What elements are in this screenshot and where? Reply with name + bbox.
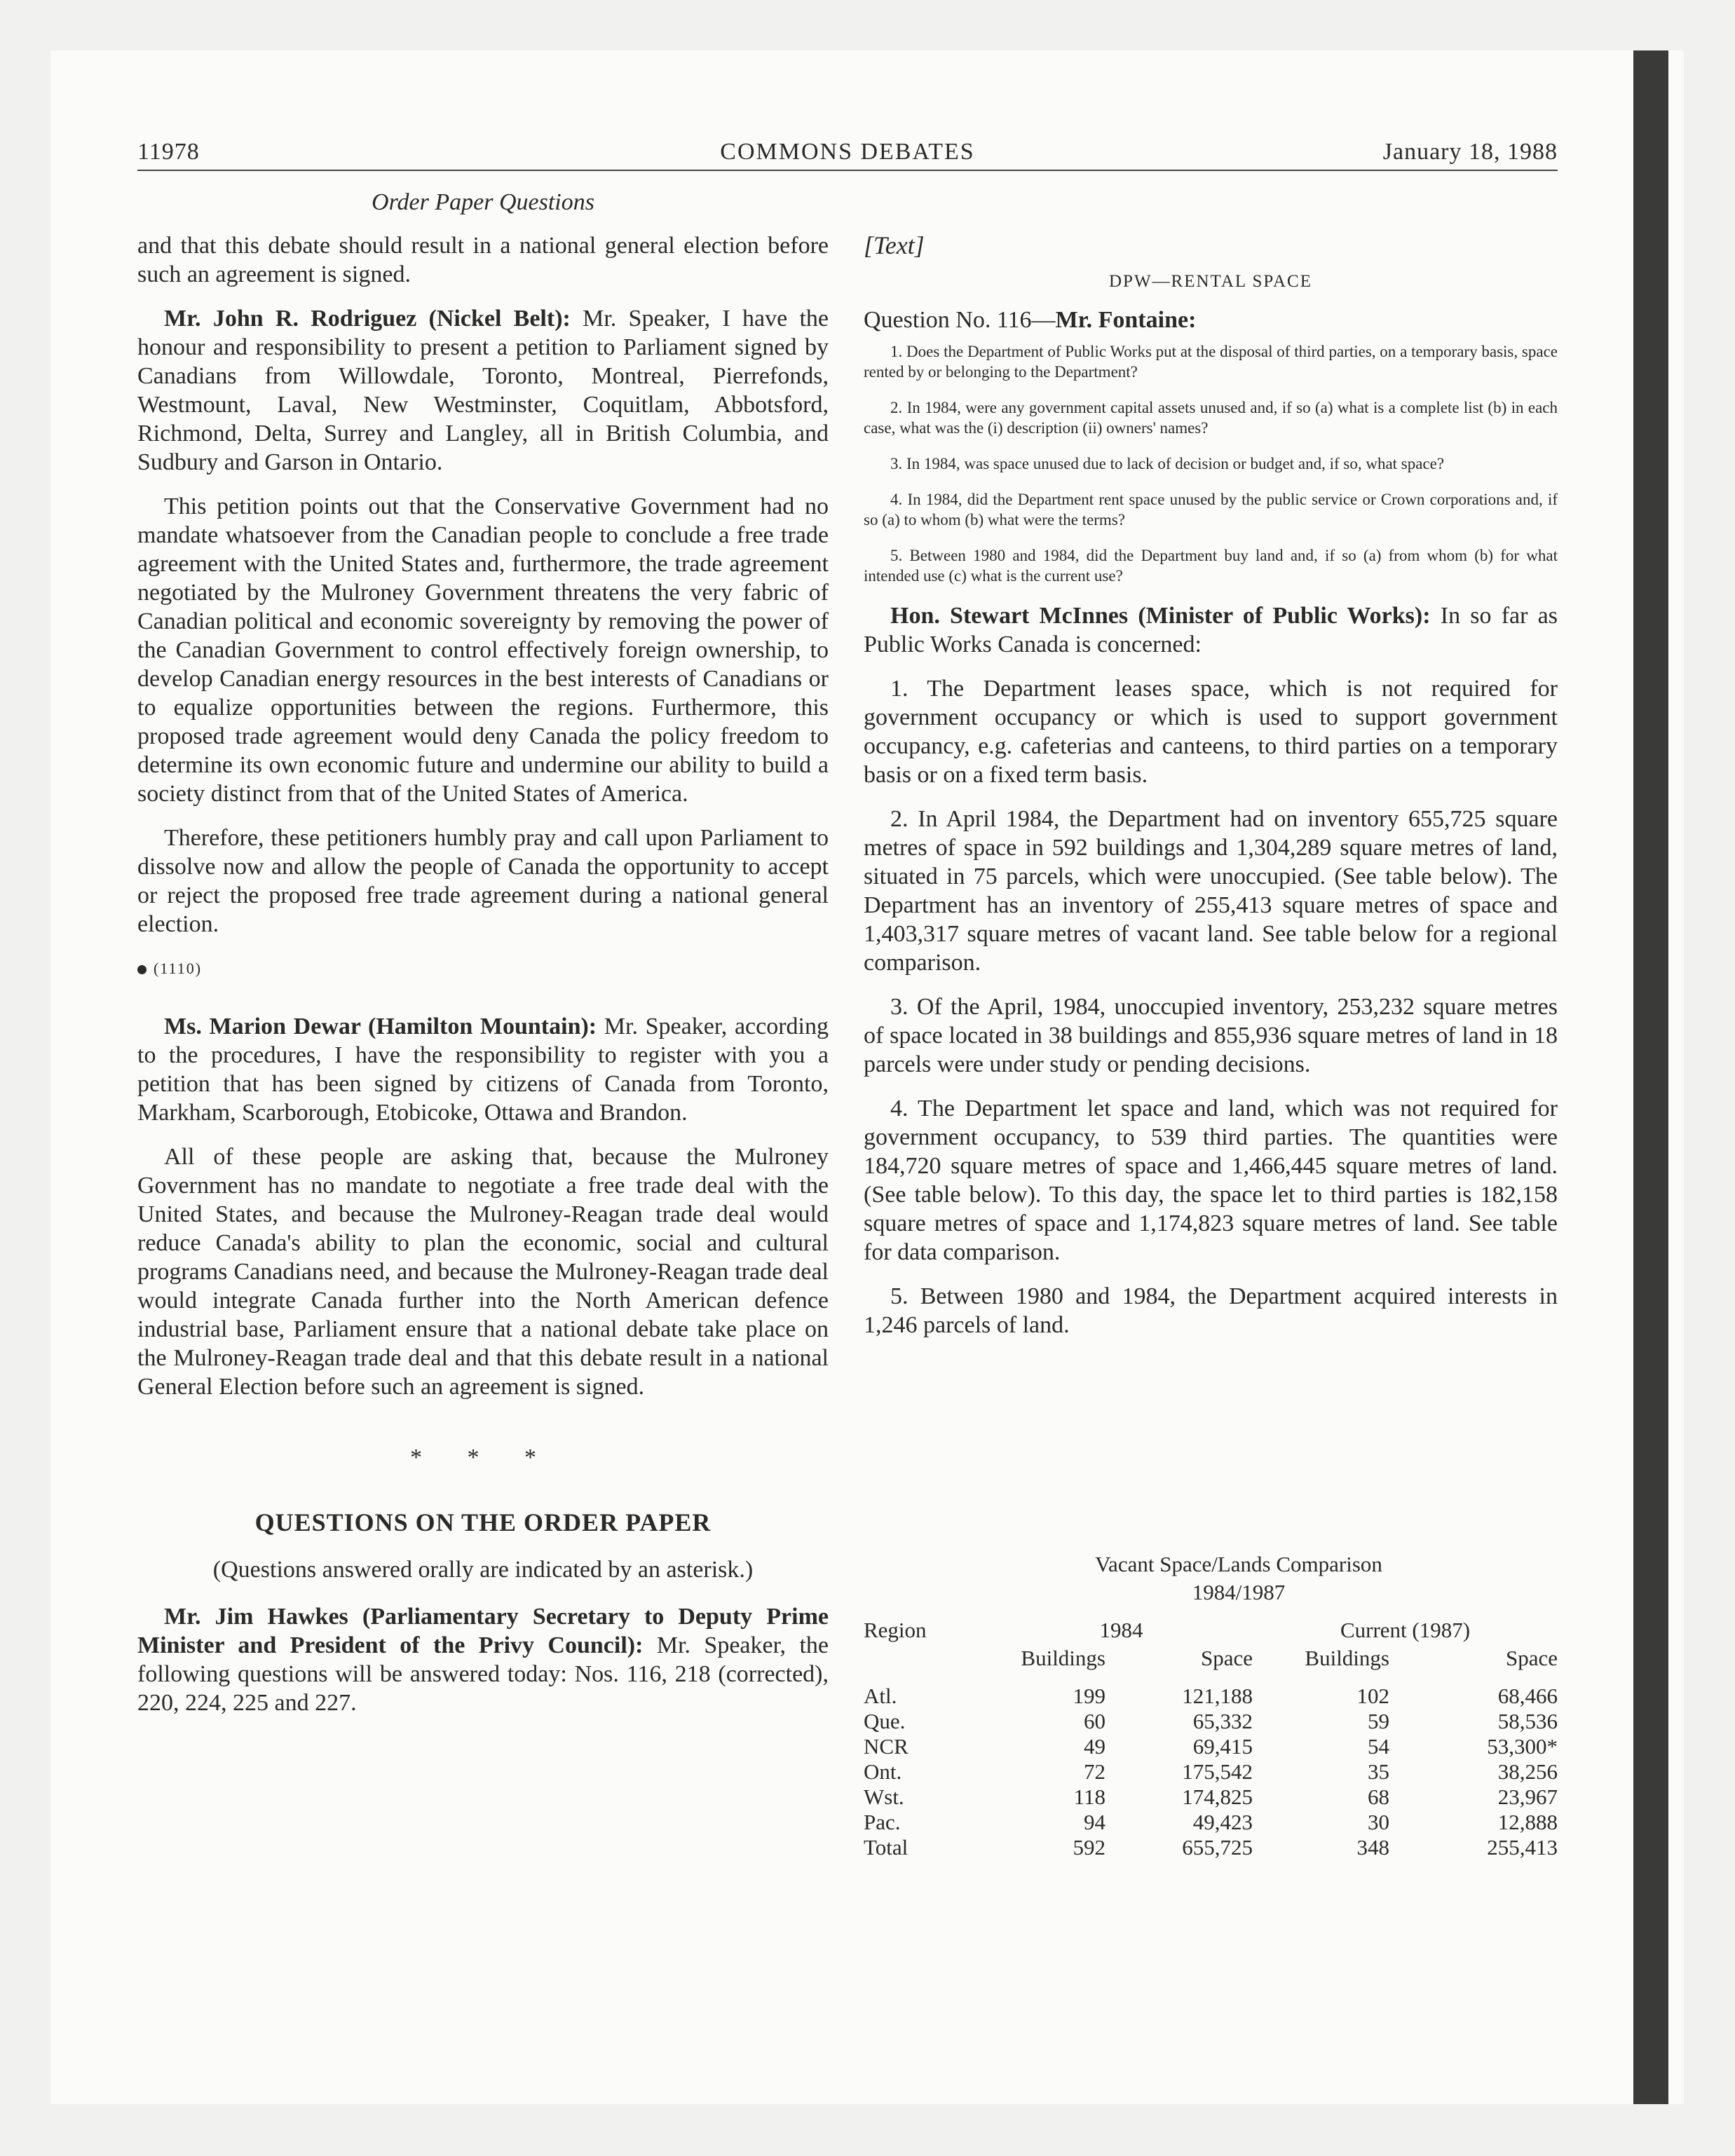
comparison-table-block (864, 1550, 1558, 1860)
table-cell-s1984: 121,188 (1182, 1684, 1253, 1708)
answer-item: 1. The Department leases space, which is not required for government occupancy or which is used to support government occupancy, e.g. cafeterias and canteens, to third parties on a temporary basis or on a fixed term basis. (864, 676, 1558, 788)
table-cell-scur: 23,967 (1497, 1785, 1558, 1809)
table-cell-s1984: 49,423 (1192, 1810, 1253, 1834)
table-title-line: Vacant Space/Lands Comparison (1095, 1552, 1382, 1576)
speaker-name: Ms. Marion Dewar (Hamilton Mountain): (164, 1014, 597, 1039)
table-cell-b1984: 118 (1073, 1785, 1105, 1809)
paragraph-text: Mr. Speaker, according to the procedures, I have the responsibility to register with you a petition that has been signed by citizens of Canada from Toronto, Markham, Scarborough, Etobicoke, Ottawa and Brandon. (137, 1014, 829, 1126)
table-row (864, 1684, 1558, 1709)
paragraph: and that this debate should result in a national general election before such an agreement is signed. (137, 233, 829, 287)
column-header-region: Region (864, 1618, 927, 1642)
question-title: DPW—RENTAL SPACE (1109, 272, 1312, 291)
timestamp (137, 954, 829, 983)
text-tag: [Text] (864, 231, 925, 259)
section-separator: * * * (410, 1445, 556, 1471)
table-cell-s1984: 655,725 (1182, 1835, 1253, 1860)
question-item: 3. In 1984, was space unused due to lack of decision or budget and, if so, what space? (890, 455, 1445, 472)
table-cell-bcur: 348 (1356, 1835, 1389, 1860)
table-cell-scur: 255,413 (1487, 1835, 1558, 1860)
table-row (864, 1835, 1558, 1860)
answer-item: 4. The Department let space and land, which was not required for government occupancy, to 539 third parties. The quantities were 184,720 square metres of space and 1,466,445 square metres of land. (See table below). To this day, the space let to third parties is 182,158 square metres of space and 1,174,823 square metres of land. See table for data comparison. (864, 1096, 1558, 1265)
column-header-space: Space (1200, 1646, 1253, 1670)
table-cell-region: NCR (864, 1734, 909, 1759)
paragraph: This petition points out that the Conservative Government had no mandate whatsoever from the Canadian people to conclude a free trade agreement with the United States and, furthermore, the trade agreement negotiated by the Mulroney Government threatens the very fabric of Canadian political and economic sovereignty by removing the power of the Canadian Government to control effectively foreign ownership, to develop Canadian energy resources in the best interests of Canadians or to equalize opportunities between the regions. Furthermore, this proposed trade agreement would deny Canada the policy freedom to determine its own economic future and undermine our ability to build a society distinct from that of the United States of America. (137, 493, 829, 807)
header-date: January 18, 1988 (1382, 139, 1558, 165)
paragraph-text: In so far as Public Works Canada is concerned: (864, 603, 1558, 657)
timestamp-text: (1110) (154, 960, 203, 977)
table-cell-s1984: 175,542 (1182, 1759, 1253, 1784)
table-cell-b1984: 94 (1084, 1810, 1105, 1834)
answer-item: 5. Between 1980 and 1984, the Department acquired interests in 1,246 parcels of land. (864, 1283, 1558, 1338)
section-heading: QUESTIONS ON THE ORDER PAPER (254, 1508, 712, 1536)
table-title (864, 1550, 1558, 1606)
table-cell-region: Pac. (864, 1810, 901, 1834)
table-body (864, 1684, 1558, 1860)
table-cell-scur: 38,256 (1497, 1759, 1558, 1784)
publication-title: COMMONS DEBATES (720, 139, 975, 165)
table-cell-bcur: 102 (1356, 1684, 1389, 1708)
paragraph (137, 304, 829, 477)
table-cell-region: Ont. (864, 1759, 902, 1784)
table-row (864, 1734, 1558, 1759)
table-row (864, 1785, 1558, 1810)
bullet-icon (137, 965, 147, 974)
paragraph (137, 1602, 829, 1717)
question-item: 1. Does the Department of Public Works put at the disposal of third parties, on a temporary basis, space rented by or belonging to the Department? (864, 343, 1558, 381)
table-cell-s1984: 174,825 (1182, 1785, 1253, 1809)
table-cell-b1984: 592 (1073, 1835, 1105, 1860)
question-number (864, 306, 1558, 334)
paragraph-text: Mr. Speaker, I have the honour and responsibility to present a petition to Parliament signed by Canadians from Willowdale, Toronto, Montreal, Pierrefonds, Westmount, Laval, New Westminster, Coquitlam, Abbotsford, Richmond, Delta, Surrey and Langley, all in British Columbia, and Sudbury and Garson in Ontario. (137, 306, 829, 475)
table-row (864, 1759, 1558, 1785)
question-item: 4. In 1984, did the Department rent space unused by the public service or Crown corporations and, if so (a) to whom (b) what were the terms? (864, 491, 1558, 528)
table-cell-bcur: 35 (1368, 1759, 1389, 1784)
header-spacer (864, 1672, 1558, 1684)
table-cell-region: Atl. (864, 1684, 897, 1708)
table-cell-scur: 58,536 (1497, 1709, 1558, 1733)
table-cell-b1984: 49 (1084, 1734, 1105, 1759)
header-rule (137, 170, 1558, 171)
scan-edge-bar (1633, 50, 1668, 2104)
question-item: 2. In 1984, were any government capital assets unused and, if so (a) what is a complete list (b) in each case, what was the (i) description (ii) owners' names? (864, 399, 1558, 437)
right-column (864, 231, 1558, 1355)
speaker-name: Mr. John R. Rodriguez (Nickel Belt): (164, 306, 571, 332)
table-row (864, 1709, 1558, 1734)
table-cell-bcur: 30 (1368, 1810, 1389, 1834)
question-number-text: Question No. 116— (864, 307, 1056, 333)
answer-paragraph (864, 601, 1558, 659)
table-cell-s1984: 69,415 (1192, 1734, 1253, 1759)
column-header-blank (864, 1644, 990, 1672)
table-cell-b1984: 199 (1073, 1684, 1105, 1708)
table-cell-region: Wst. (864, 1785, 904, 1809)
comparison-table (864, 1616, 1558, 1860)
table-title-line: 1984/1987 (1192, 1580, 1286, 1604)
section-label: Order Paper Questions (372, 189, 594, 215)
table-row (864, 1810, 1558, 1835)
question-asker: Mr. Fontaine: (1055, 307, 1197, 333)
column-header-space: Space (1505, 1646, 1558, 1670)
table-cell-scur: 68,466 (1497, 1684, 1558, 1708)
table-cell-bcur: 68 (1368, 1785, 1389, 1809)
column-header-buildings: Buildings (1305, 1646, 1389, 1670)
table-cell-b1984: 60 (1084, 1709, 1105, 1733)
column-group-1984: 1984 (1099, 1618, 1143, 1642)
paragraph: All of these people are asking that, because the Mulroney Government has no mandate to negotiate a free trade deal with the United States, and because the Mulroney-Reagan trade deal would reduce Canada's ability to plan the economic, social and cultural programs Canadians need, and because the Mulroney-Reagan trade deal would integrate Canada further into the North American defence industrial base, Parliament ensure that a national debate take place on the Mulroney-Reagan trade deal and that this debate result in a national General Election before such an agreement is signed. (137, 1144, 829, 1400)
table-cell-region: Total (864, 1835, 909, 1860)
table-cell-region: Que. (864, 1709, 906, 1733)
running-header (137, 139, 1558, 170)
paragraph-text: Mr. Speaker, the following questions will be answered today: Nos. 116, 218 (corrected), 220, 224, 225 and 227. (137, 1632, 829, 1716)
paragraph (137, 1012, 829, 1127)
heading-note: (Questions answered orally are indicated by an asterisk.) (212, 1557, 754, 1583)
table-cell-scur: 12,888 (1497, 1810, 1558, 1834)
table-cell-scur: 53,300* (1487, 1734, 1558, 1759)
column-group-current: Current (1987) (1340, 1618, 1471, 1642)
table-cell-bcur: 59 (1368, 1709, 1389, 1733)
speaker-name: Mr. Jim Hawkes (Parliamentary Secretary to Deputy Prime Minister and President of the Privy Council): (137, 1604, 829, 1658)
speaker-name: Hon. Stewart McInnes (Minister of Public Works): (890, 603, 1431, 629)
table-cell-bcur: 54 (1368, 1734, 1389, 1759)
answer-item: 2. In April 1984, the Department had on inventory 655,725 square metres of space in 592 buildings and 1,304,289 square metres of land, situated in 75 parcels, which were unoccupied. (See table below). The Department has an inventory of 255,413 square metres of space and 1,403,317 square metres of vacant land. See table below for a regional comparison. (864, 806, 1558, 976)
table-cell-s1984: 65,332 (1192, 1709, 1253, 1733)
question-item: 5. Between 1980 and 1984, did the Department buy land and, if so (a) from whom (b) for what intended use (c) what is the current use? (864, 547, 1558, 585)
paragraph: Therefore, these petitioners humbly pray and call upon Parliament to dissolve now and allow the people of Canada the opportunity to accept or reject the proposed free trade agreement during a national general election. (137, 825, 829, 937)
page-number: 11978 (137, 139, 200, 165)
answer-item: 3. Of the April, 1984, unoccupied inventory, 253,232 square metres of space located in 38 buildings and 855,936 square metres of land in 18 parcels were under study or pending decisions. (864, 994, 1558, 1077)
left-column (137, 231, 829, 1733)
column-header-buildings: Buildings (1021, 1646, 1105, 1670)
table-cell-b1984: 72 (1084, 1759, 1105, 1784)
